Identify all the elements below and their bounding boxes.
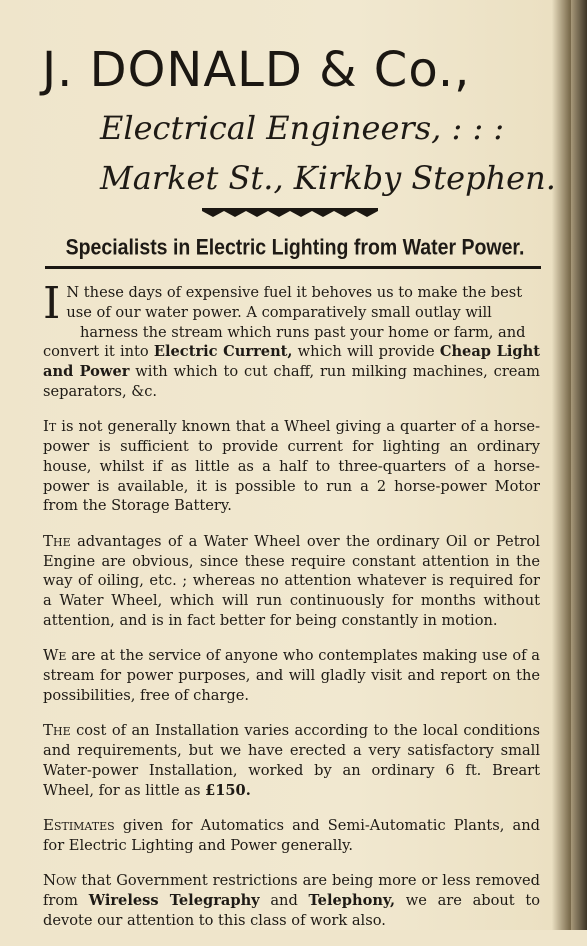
paragraph-cost — [43, 721, 540, 800]
intro-rest-b: which will provide — [292, 343, 440, 361]
paragraph-text: advantages of a Water Wheel over the ordinary Oil or Petrol Engine are obvious, since these require constant attention in the way of oiling, etc. ; whereas no attention whatever is required for a Water Wheel, which will run continuously for months without attention, and is in fact better for being constantly in motion. — [43, 532, 540, 629]
page-edge-shadow — [571, 0, 587, 930]
paragraph-text: given for Automatics and Semi-Automatic Plants, and for Electric Lighting and Power generally. — [43, 816, 540, 854]
lead-word: Now — [43, 870, 77, 889]
intro-rest-c: with which to cut chaff, run milking machines, cream separators, &c. — [43, 363, 540, 400]
body-text — [43, 278, 540, 946]
ornament-divider — [202, 208, 378, 218]
lead-word: It — [43, 417, 57, 436]
address-line: Market St., Kirkby Stephen. — [100, 159, 556, 197]
banner-rule — [45, 266, 541, 269]
intro-line-1: N these days of expensive fuel it behoves us to make the best — [66, 284, 523, 301]
paragraph-text: is not generally known that a Wheel giving a quarter of a horse-power is sufficient to provide current for lighting an ordinary house, whilst if as little as a half to three-quarters of a horse-power is available, it is possible to run a 2 horse-power Motor from the Storage Battery. — [43, 418, 540, 515]
trade-line: Electrical Engineers, : : : — [100, 109, 505, 147]
paragraph-wireless — [43, 871, 540, 930]
paragraph-text: are at the service of anyone who contemplates making use of a stream for power purposes, and will gladly visit and report on the possibilities, free of charge. — [43, 647, 540, 704]
paragraph-text-a: that Government restrictions are being more or less removed from — [43, 871, 540, 909]
paragraph-intro — [43, 278, 540, 402]
drop-cap: I — [43, 278, 61, 329]
paragraph-text-b: and — [259, 891, 309, 909]
specialty-banner: Specialists in Electric Lighting from Water Power. — [65, 235, 525, 260]
lead-word: Estimates — [43, 815, 115, 834]
telephony-bold: Telephony, — [308, 891, 396, 909]
paragraph-estimates — [43, 816, 540, 856]
intro-line-3: harness the stream which runs past your home or farm, and — [80, 323, 526, 341]
paragraph-wheel — [43, 417, 540, 516]
intro-line-2: use of our water power. A comparatively small outlay will — [66, 303, 492, 321]
paragraph-text: cost of an Installation varies according to the local conditions and requirements, but we have erected a very satisfactory small Water-power Installation, worked by an ordinary 6 ft. Breart Wheel, for as little as — [43, 722, 540, 799]
paragraph-advantages — [43, 532, 540, 631]
price-bold: £150. — [205, 781, 251, 799]
paragraph-service — [43, 646, 540, 705]
electric-current-bold: Electric Current, — [153, 343, 293, 361]
wireless-bold: Wireless Telegraphy — [88, 891, 260, 909]
lead-word: The — [43, 531, 71, 550]
intro-rest-a: convert it into — [43, 343, 154, 361]
firm-name: J. DONALD & Co., — [42, 42, 471, 98]
lead-word: The — [43, 721, 71, 740]
paragraph-text-c: we are about to devote our attention to this class of work also. — [43, 891, 540, 929]
lead-word: We — [43, 646, 67, 665]
cheap-light-bold: Cheap Light and Power — [43, 343, 540, 381]
